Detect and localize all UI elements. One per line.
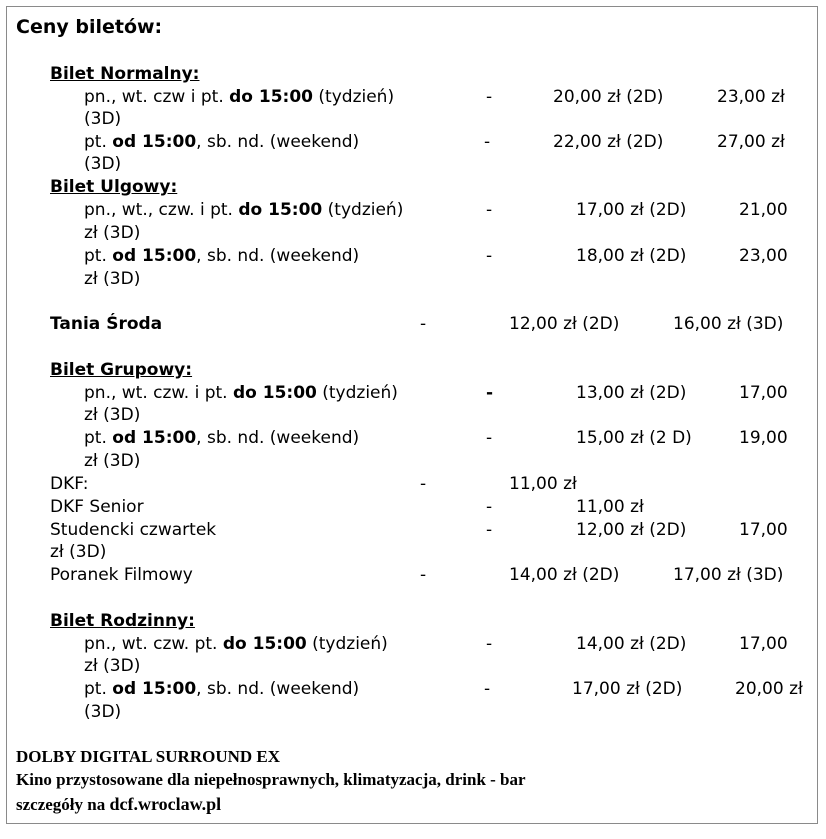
studencki-price-3d-unit: zł (3D): [50, 542, 107, 562]
normalny-row2-dash: -: [484, 132, 491, 152]
ulgowy-row2-price-2d: 18,00 zł (2D): [576, 246, 687, 266]
footer-dolby: DOLBY DIGITAL SURROUND EX: [16, 747, 281, 766]
grupowy-row2-desc: pt. od 15:00, sb. nd. (weekend): [84, 428, 360, 448]
rodzinny-row2-price-3d: 20,00 zł: [735, 679, 803, 699]
grupowy-row2-dash: -: [486, 428, 493, 448]
rodzinny-row2-desc: pt. od 15:00, sb. nd. (weekend): [84, 679, 360, 699]
footer-details: szczegóły na dcf.wroclaw.pl: [16, 794, 222, 814]
page-title: Ceny biletów:: [16, 16, 163, 38]
section-grupowy-heading: Bilet Grupowy:: [50, 360, 193, 380]
ulgowy-row2-price-3d-unit: zł (3D): [84, 269, 141, 289]
normalny-row2-desc: pt. od 15:00, sb. nd. (weekend): [84, 132, 360, 152]
footer-amenities: Kino przystosowane dla niepełnosprawnych, klimatyzacja, drink - bar: [16, 770, 526, 789]
normalny-row2-price-3d-unit: (3D): [84, 154, 122, 174]
rodzinny-row1-price-2d: 14,00 zł (2D): [576, 634, 687, 654]
rodzinny-row2-price-2d: 17,00 zł (2D): [572, 679, 683, 699]
section-ulgowy-heading: Bilet Ulgowy:: [50, 177, 178, 197]
dkf-senior-price: 11,00 zł: [576, 497, 644, 517]
studencki-price-2d: 12,00 zł (2D): [576, 520, 687, 540]
tania-sroda-label: Tania Środa: [50, 314, 163, 334]
ulgowy-row2-desc: pt. od 15:00, sb. nd. (weekend): [84, 246, 360, 266]
ulgowy-row2-price-3d: 23,00: [739, 246, 788, 266]
ulgowy-row1-desc: pn., wt., czw. i pt. do 15:00 (tydzień): [84, 200, 404, 220]
tania-sroda-price-2d: 12,00 zł (2D): [509, 314, 620, 334]
ulgowy-row1-dash: -: [486, 200, 493, 220]
studencki-label: Studencki czwartek: [50, 520, 217, 540]
grupowy-row2-price-3d: 19,00: [739, 428, 788, 448]
section-normalny-heading: Bilet Normalny:: [50, 64, 200, 84]
dkf-label: DKF:: [50, 474, 89, 494]
ulgowy-row2-dash: -: [486, 246, 493, 266]
rodzinny-row1-price-3d: 17,00: [739, 634, 788, 654]
normalny-row1-price-3d-unit: (3D): [84, 109, 122, 129]
poranek-price-2d: 14,00 zł (2D): [509, 565, 620, 585]
grupowy-row2-price-3d-unit: zł (3D): [84, 451, 141, 471]
studencki-price-3d: 17,00: [739, 520, 788, 540]
footer-website-link[interactable]: dcf.wroclaw.pl: [109, 794, 222, 814]
rodzinny-row2-dash: -: [484, 679, 491, 699]
grupowy-row2-price-2d: 15,00 zł (2 D): [576, 428, 692, 448]
tania-sroda-dash: -: [420, 314, 427, 334]
studencki-dash: -: [486, 520, 493, 540]
poranek-price-3d: 17,00 zł (3D): [673, 565, 784, 585]
dkf-dash: -: [420, 474, 427, 494]
tania-sroda-price-3d: 16,00 zł (3D): [673, 314, 784, 334]
dkf-senior-dash: -: [486, 497, 493, 517]
ulgowy-row1-price-3d: 21,00: [739, 200, 788, 220]
normalny-row1-dash: -: [486, 87, 493, 107]
ulgowy-row1-price-2d: 17,00 zł (2D): [576, 200, 687, 220]
rodzinny-row1-price-3d-unit: zł (3D): [84, 656, 141, 676]
rodzinny-row1-desc: pn., wt. czw. pt. do 15:00 (tydzień): [84, 634, 388, 654]
poranek-dash: -: [420, 565, 427, 585]
normalny-row1-price-3d: 23,00 zł: [717, 87, 785, 107]
grupowy-row1-price-3d-unit: zł (3D): [84, 405, 141, 425]
poranek-label: Poranek Filmowy: [50, 565, 193, 585]
rodzinny-row1-dash: -: [486, 634, 493, 654]
grupowy-row1-price-2d: 13,00 zł (2D): [576, 383, 687, 403]
grupowy-row1-price-3d: 17,00: [739, 383, 788, 403]
dkf-price: 11,00 zł: [509, 474, 577, 494]
section-rodzinny-heading: Bilet Rodzinny:: [50, 611, 195, 631]
normalny-row1-price-2d: 20,00 zł (2D): [553, 87, 664, 107]
rodzinny-row2-price-3d-unit: (3D): [84, 702, 122, 722]
grupowy-row1-dash: -: [486, 383, 494, 403]
normalny-row1-desc: pn., wt. czw i pt. do 15:00 (tydzień): [84, 87, 395, 107]
grupowy-row1-desc: pn., wt. czw. i pt. do 15:00 (tydzień): [84, 383, 398, 403]
ulgowy-row1-price-3d-unit: zł (3D): [84, 223, 141, 243]
normalny-row2-price-3d: 27,00 zł: [717, 132, 785, 152]
dkf-senior-label: DKF Senior: [50, 497, 144, 517]
normalny-row2-price-2d: 22,00 zł (2D): [553, 132, 664, 152]
